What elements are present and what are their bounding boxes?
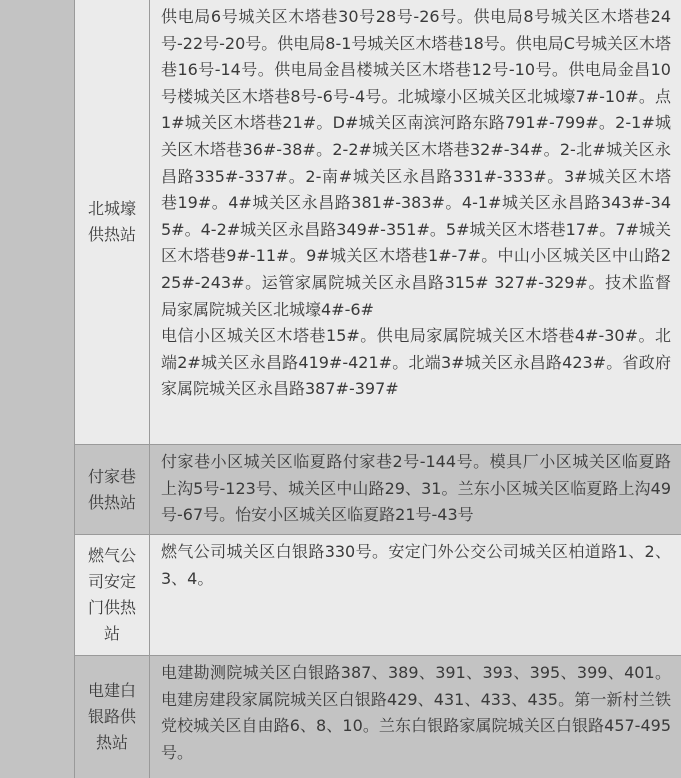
table-row [75,445,681,535]
service-area-cell: 电建勘测院城关区白银路387、389、391、393、395、399、401。电建房建段家属院城关区白银路429、431、433、435。第一新村兰铁党校城关区自由路6、8、10。兰东白银路家属院城关区白银路457-495号。 [161,663,671,762]
station-name: 北城壕 供热站 [87,199,136,244]
service-area-cell: 燃气公司城关区白银路330号。安定门外公交公司城关区柏道路1、2、3、4。 [161,542,671,588]
service-area-cell: 供电局6号城关区木塔巷30号28号-26号。供电局8号城关区木塔巷24号-22号-20号。供电局8-1号城关区木塔巷18号。供电局C号城关区木塔巷16号-14号。供电局金昌楼城关区木塔巷12号-10号。供电局金昌10号楼城关区木塔巷8号-6号-4号。北城壕小区城关区北城壕7#-10#。点1#城关区木塔巷21#。D#城关区南滨河路东路791#-799#。2-1#城关区木塔巷36#-38#。2-2#城关区木塔巷32#-34#。2-北#城关区永昌路335#-337#。2-南#城关区永昌路331#-333#。3#城关区木塔巷19#。4#城关区永昌路381#-383#。4-1#城关区永昌路343#-345#。4-2#城关区永昌路349#-351#。5#城关区木塔巷17#。7#城关区木塔巷9#-11#。9#城关区木塔巷1#-7#。中山小区城关区中山路225#-243#。运管家属院城关区永昌路315# 327#-329#。技术监督局家属院城关区北城壕4#-6# 电信小区城关区木塔巷15#。供电局家属院城关区木塔巷4#-30#。北端2#城关区永昌路419#-421#。北端3#城关区永昌路423#。省政府家属院城关区永昌路387#-397# [161,7,671,399]
station-name-cell [75,535,150,655]
table-row [75,535,681,656]
service-area-cell: 付家巷小区城关区临夏路付家巷2号-144号。模具厂小区城关区临夏路上沟5号-123号、城关区中山路29、31。兰东小区城关区临夏路上沟49号-67号。怡安小区城关区临夏路21号-43号 [161,452,671,525]
table-row [75,0,681,445]
table-left-gutter [0,0,75,778]
station-name: 燃气公 司安定 门供热 站 [87,546,136,643]
station-name-cell [75,0,150,444]
table-row [75,656,681,778]
station-name: 电建白 银路供 热站 [87,681,136,752]
station-name-cell [75,656,150,778]
station-name: 付家巷 供热站 [87,466,136,512]
station-name-cell [75,445,150,534]
